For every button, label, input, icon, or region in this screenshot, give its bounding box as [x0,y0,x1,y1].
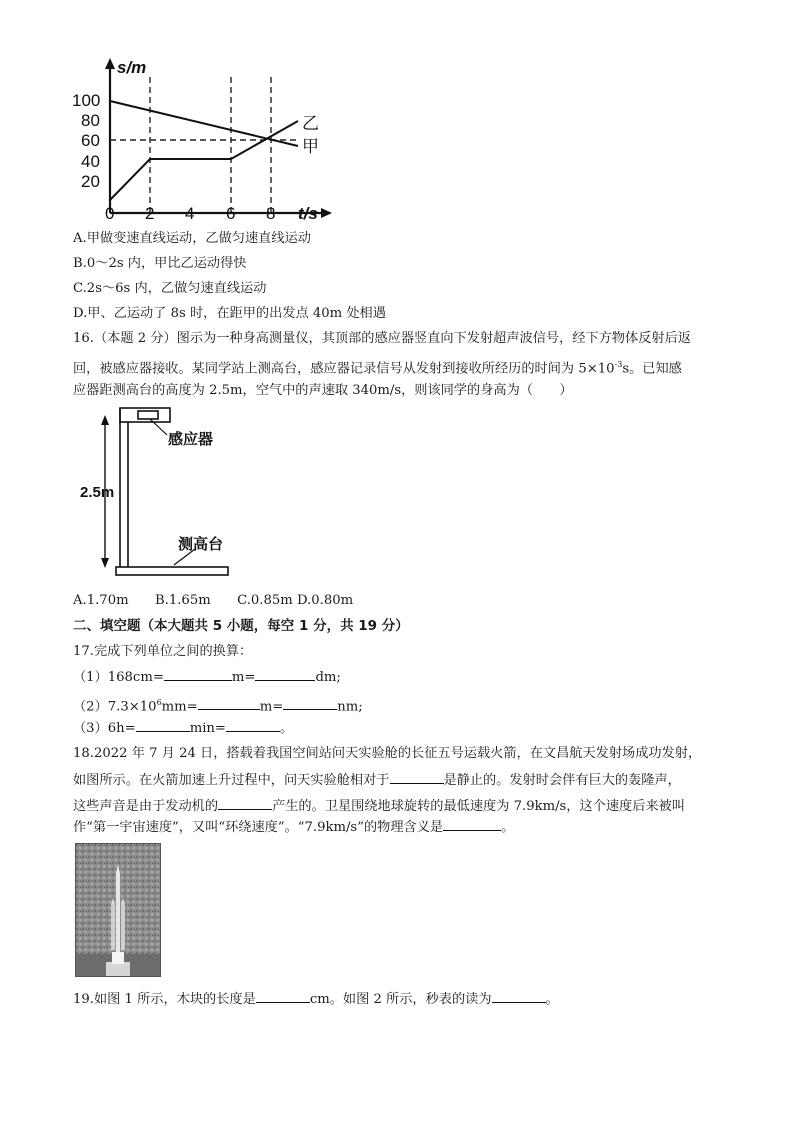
st-graph [70,55,340,225]
y-tick: 100 [72,91,101,110]
q16-stem-line2: 回，被感应器接收。某同学站上测高台，感应器记录信号从发射到接收所经历的时间为 $5\times 10^{-3}s$。已知感 [73,360,682,377]
q15-option-a: A.甲做变速直线运动，乙做匀速直线运动 [73,231,311,246]
q17-part2: $(2)7.3\times 10^6mm= m=$ nm; [73,698,363,715]
series-label-yi: 乙 [302,114,319,133]
x-tick: 2 [145,204,155,223]
y-tick: 20 [81,172,100,191]
section-title: 二、填空题（本大题共 5 小题，每空 1 分，共 19 分） [73,618,409,634]
label-2-5m: 2.5m [80,484,115,501]
q15-option-b: B.0～2s 内，甲比乙运动得快 [73,256,247,271]
x-tick: 0 [105,204,115,223]
y-axis-label: s/m [117,58,147,77]
label-platform: 测高台 [178,536,224,553]
q18-line4: 作“第一宇宙速度”，又叫“环绕速度”。“7.9km/s”的物理含义是 。 [73,820,515,835]
answer-blank[interactable] [283,697,337,710]
q16-options: A.1.70m B.1.65m C.0.85m D.0.80m [73,593,354,608]
q16-stem-line1: 16.（本题 2 分）图示为一种身高测量仪，其顶部的感应器竖直向下发射超声波信号，经下方物体反射后返 [73,331,691,346]
q19-line: 19.如图 1 所示，木块的长度是 cm。如图 2 所示，秒表的读为 。 [73,992,559,1007]
y-tick: 40 [81,152,100,171]
answer-blank[interactable] [443,818,501,831]
q18-line1: 18.2022 年 7 月 24 日，搭载着我国空间站问天实验舱的长征五号运载火箭，在文昌航天发射场成功发射， [73,746,702,761]
q15-option-c: C.2s～6s 内，乙做匀速直线运动 [73,281,267,296]
answer-blank[interactable] [164,668,232,681]
y-tick: 80 [81,111,100,130]
y-tick: 60 [81,131,100,150]
q17-part3: （3）6h= min= 。 [73,721,294,736]
series-yi-line [110,121,298,200]
q17-part1: （1）168cm= m= dm; [73,670,341,685]
series-label-jia: 甲 [302,137,319,156]
answer-blank[interactable] [198,697,260,710]
x-tick: 8 [266,204,276,223]
rocket-photo [75,843,161,977]
answer-blank[interactable] [255,668,315,681]
q18-line3: 这些声音是由于发动机的 产生的。卫星围绕地球旋转的最低速度为 7.9km/s，这个速度后来被叫 [73,799,685,814]
answer-blank[interactable] [226,719,280,732]
platform-base [116,567,228,575]
answer-blank[interactable] [136,719,190,732]
series-jia-line [110,101,298,146]
answer-blank[interactable] [390,771,444,784]
q18-line2: 如图所示。在火箭加速上升过程中，问天实验舱相对于 是静止的。发射时会伴有巨大的轰隆声， [73,773,681,788]
x-axis-label: t/s [298,204,318,223]
q16-stem-line3: 应器距测高台的高度为 2.5m，空气中的声速取 340m/s，则该同学的身高为（ ） [73,383,573,398]
x-tick: 4 [185,204,195,223]
x-tick: 6 [226,204,236,223]
q17-stem: 17.完成下列单位之间的换算： [73,644,253,659]
q15-option-d: D.甲、乙运动了 8s 时，在距甲的出发点 40m 处相遇 [73,306,386,321]
sensor-box [138,411,158,419]
height-meter-figure [80,405,250,580]
answer-blank[interactable] [492,990,546,1003]
answer-blank[interactable] [256,990,310,1003]
answer-blank[interactable] [218,797,272,810]
label-sensor: 感应器 [168,431,214,448]
